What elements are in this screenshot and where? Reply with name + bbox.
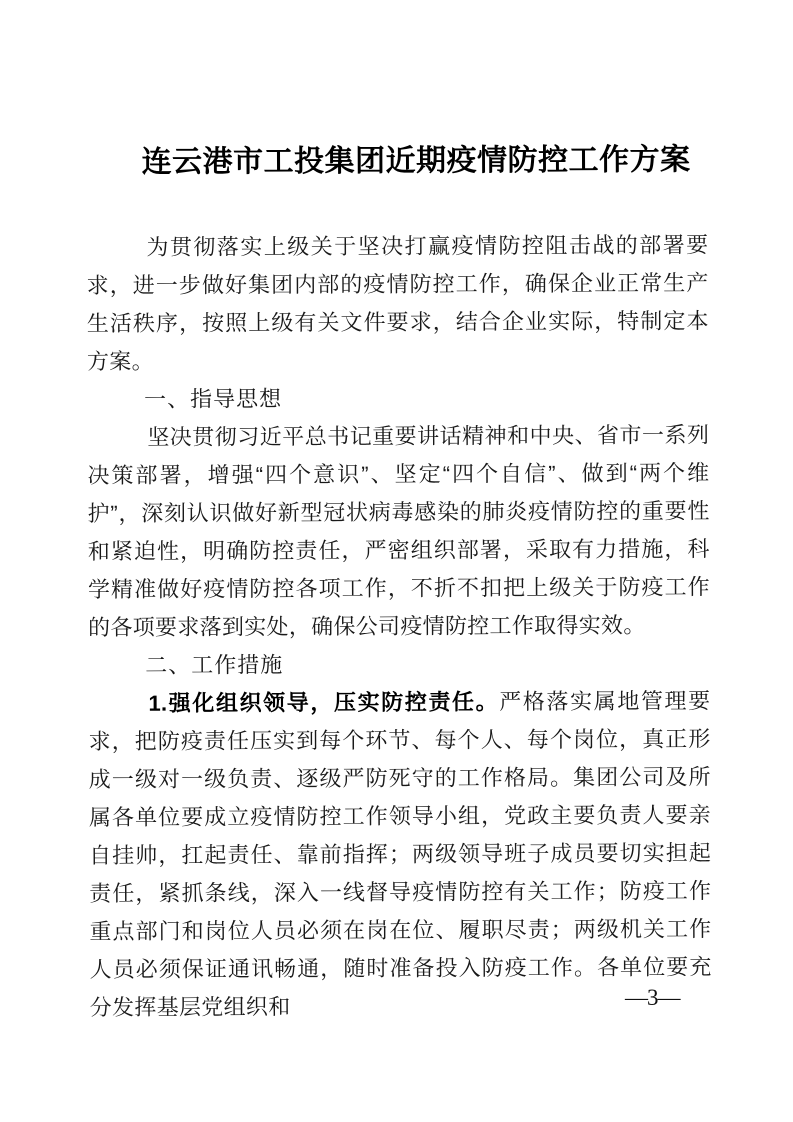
heading-guiding-ideology: 一、指导思想 bbox=[144, 386, 283, 412]
measure-1-bold-lead: 1.强化组织领导，压实防控责任。 bbox=[148, 689, 500, 716]
document-title: 连云港市工投集团近期疫情防控工作方案 bbox=[141, 143, 691, 179]
paragraph-measure-1 bbox=[88, 682, 711, 1027]
paragraph-intro: 为贯彻落实上级关于坚决打赢疫情防控阻击战的部署要求，进一步做好集团内部的疫情防控工作，确保企业正常生产生活秩序，按照上级有关文件要求，结合企业实际，特制定本方案。 bbox=[86, 232, 709, 374]
heading-work-measures: 二、工作措施 bbox=[145, 652, 284, 678]
measure-1-body-text: 严格落实属地管理要求，把防疫责任压实到每个环节、每个人、每个岗位，真正形成一级对一级负责、逐级严防死守的工作格局。集团公司及所属各单位要成立疫情防控工作领导小组，党政主要负责人要亲自挂帅，扛起责任、靠前指挥；两级领导班子成员要切实担起责任，紧抓条线，深入一线督导疫情防控有关工作；防疫工作重点部门和岗位人员必须在岗在位、履职尽责；两级机关工作人员必须保证通讯畅通，随时准备投入防疫工作。各单位要充分发挥基层党组织和 bbox=[88, 688, 712, 1020]
page-number: —3— bbox=[625, 985, 680, 1010]
document-content bbox=[86, 140, 712, 1027]
paragraph-guiding-ideology: 坚决贯彻习近平总书记重要讲话精神和中央、省市一系列决策部署，增强“四个意识”、坚定“四个自信”、做到“两个维护”，深刻认识做好新型冠状病毒感染的肺炎疫情防控的重要性和紧迫性，明确防控责任，严密组织部署，采取有力措施，科学精准做好疫情防控各项工作，不折不扣把上级关于防疫工作的各项要求落到实处，确保公司疫情防控工作取得实效。 bbox=[87, 422, 710, 640]
